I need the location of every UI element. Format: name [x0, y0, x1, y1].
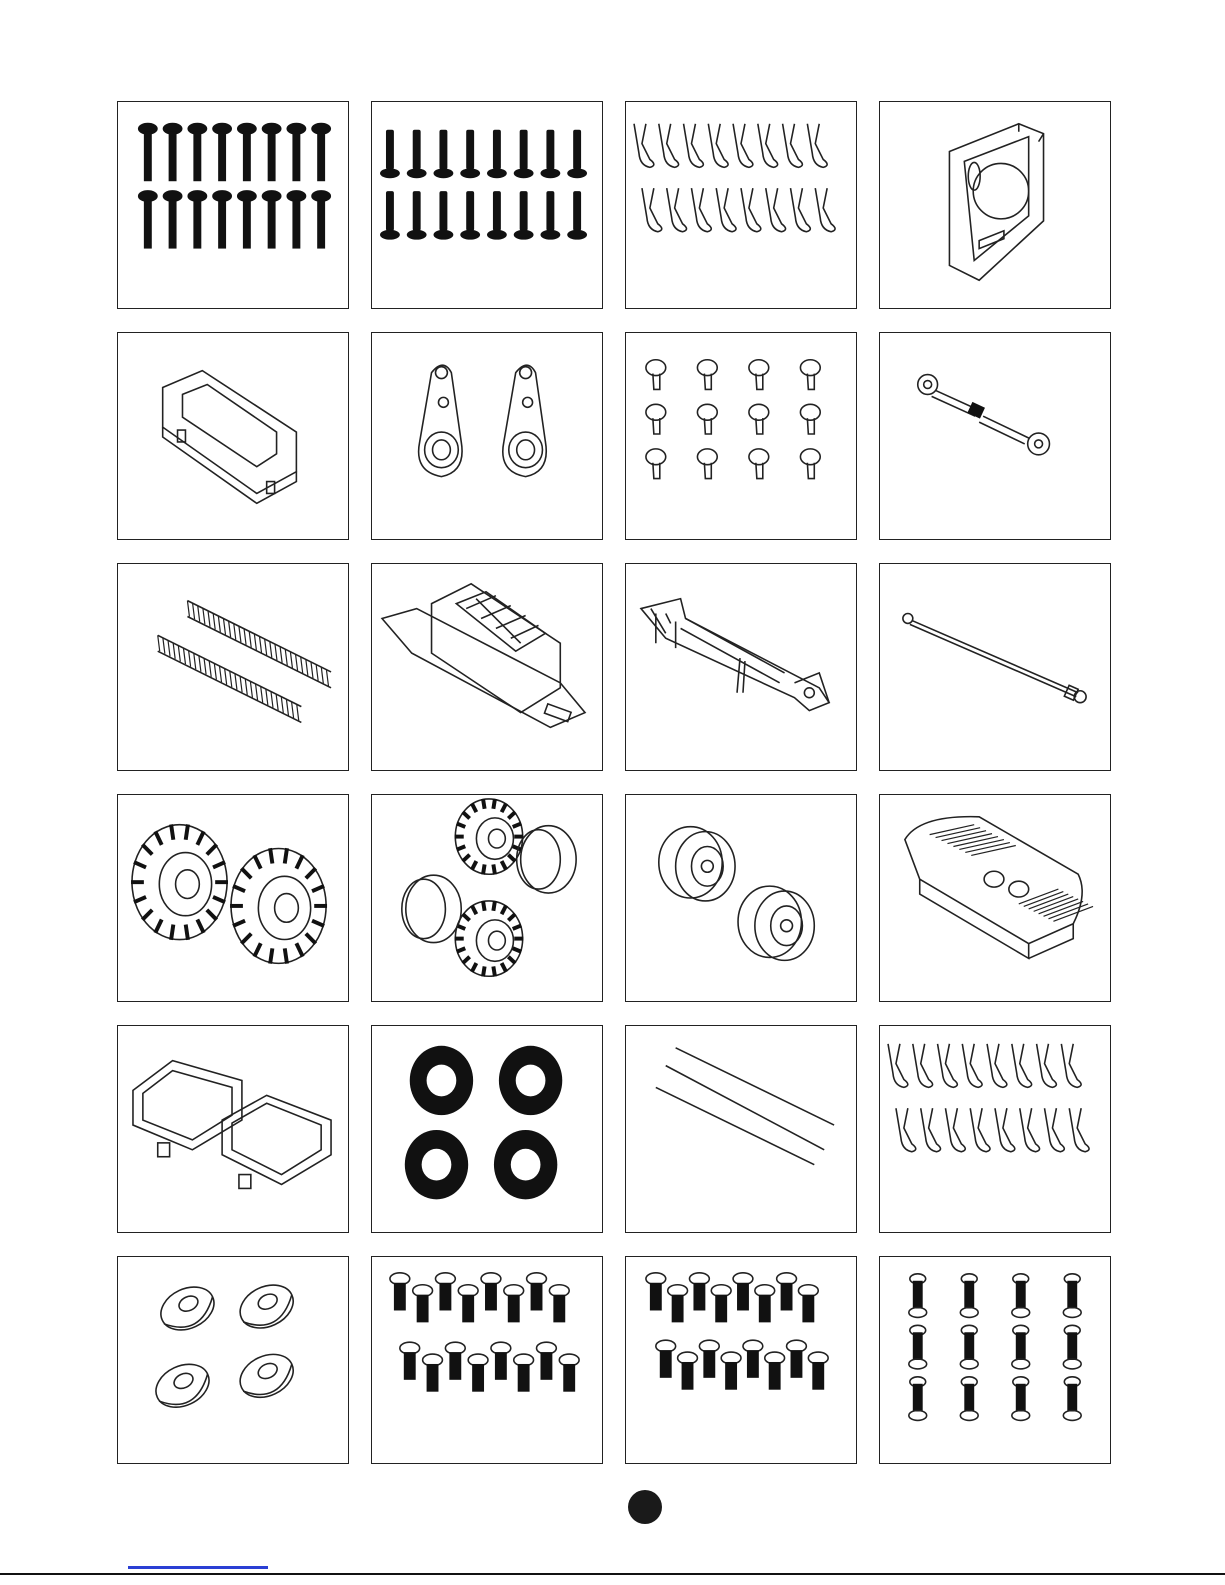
part-cell [371, 794, 603, 1002]
part-cell [879, 794, 1111, 1002]
part-cell [625, 1256, 857, 1464]
part-cell [879, 563, 1111, 771]
antenna-tubes-icon [626, 1026, 856, 1232]
tires-wheels-icon [118, 795, 348, 1001]
tires-and-foam-inserts-icon [372, 795, 602, 1001]
threaded-rods-icon [118, 564, 348, 770]
part-cell [117, 101, 349, 309]
center-driveshaft-icon [880, 564, 1110, 770]
part-cell [117, 332, 349, 540]
flat-head-screws-icon [118, 102, 348, 308]
motor-mount-icon [880, 102, 1110, 308]
steering-arms-icon [372, 333, 602, 539]
body-clips-icon [626, 102, 856, 308]
part-cell [117, 1256, 349, 1464]
part-cell [371, 332, 603, 540]
footer-link[interactable] [128, 1566, 268, 1569]
part-cell [117, 563, 349, 771]
washers-icon [118, 1257, 348, 1463]
footer-rule [0, 1573, 1225, 1575]
flanged-screws-icon [372, 102, 602, 308]
turnbuckle-link-icon [880, 333, 1110, 539]
part-cell [879, 1256, 1111, 1464]
countersunk-screws-icon [372, 1257, 602, 1463]
part-cell [371, 1025, 603, 1233]
chassis-icon [372, 564, 602, 770]
hex-screws-icon [880, 1257, 1110, 1463]
wheel-rims-icon [626, 795, 856, 1001]
part-cell [879, 101, 1111, 309]
small-countersunk-screws-icon [626, 1257, 856, 1463]
part-cell [117, 1025, 349, 1233]
servo-mount-icon [118, 333, 348, 539]
part-cell [371, 563, 603, 771]
body-shell-icon [880, 795, 1110, 1001]
part-cell [625, 794, 857, 1002]
body-clips-icon [880, 1026, 1110, 1232]
part-cell [625, 1025, 857, 1233]
part-cell [879, 332, 1111, 540]
part-cell [879, 1025, 1111, 1233]
page-number-dot [628, 1490, 662, 1524]
part-cell [625, 332, 857, 540]
part-cell [117, 794, 349, 1002]
battery-holders-icon [118, 1026, 348, 1232]
part-cell [371, 1256, 603, 1464]
button-head-screws-icon [626, 333, 856, 539]
part-cell [625, 101, 857, 309]
part-cell [625, 563, 857, 771]
foam-rings-icon [372, 1026, 602, 1232]
part-cell [371, 101, 603, 309]
top-brace-icon [626, 564, 856, 770]
